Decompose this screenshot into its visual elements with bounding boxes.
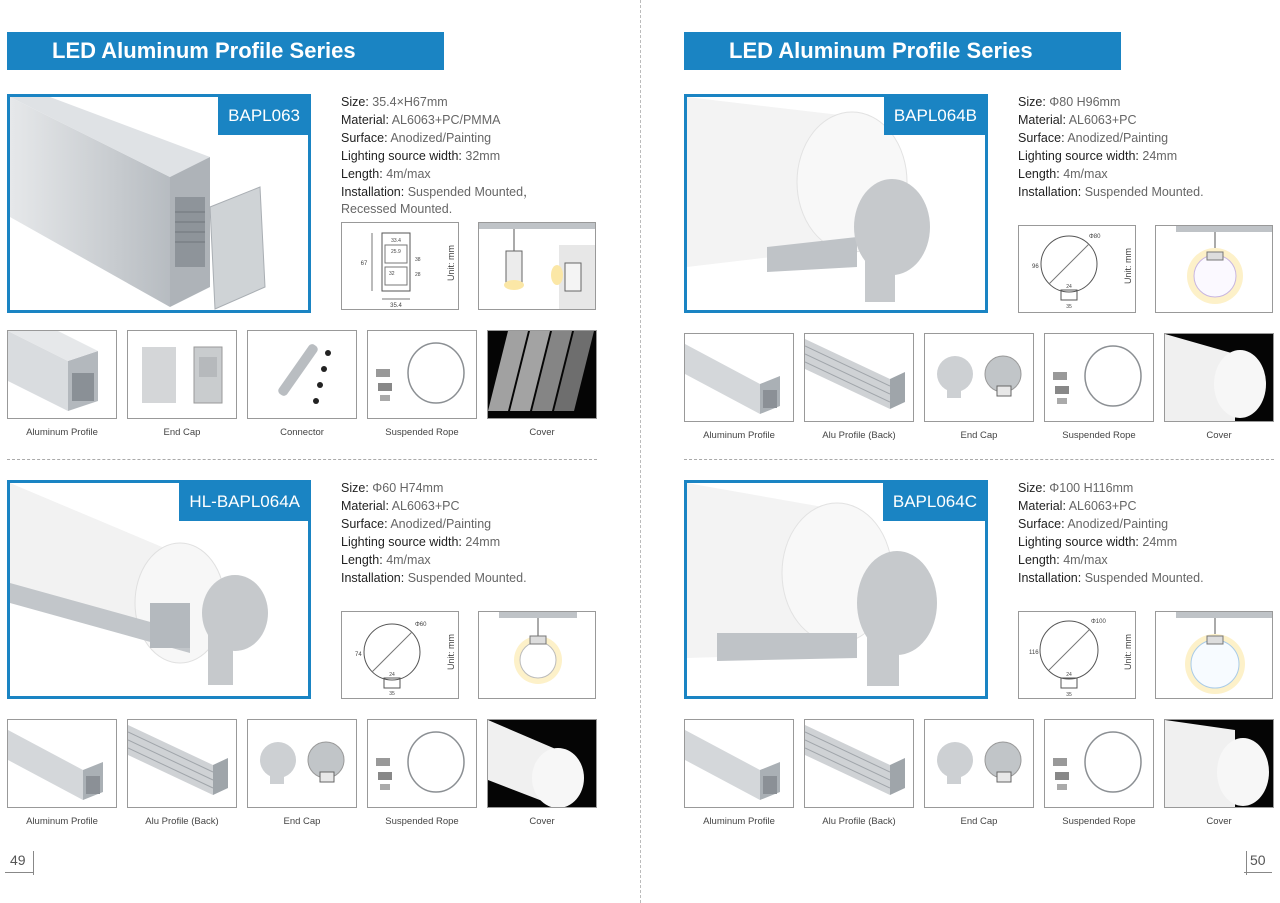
spec-length: Length: 4m/max — [341, 166, 431, 181]
spec-list — [1018, 94, 1280, 201]
spec-material: Material: AL6063+PC — [1018, 112, 1137, 127]
left-page-header: LED Aluminum Profile Series — [7, 32, 444, 70]
spec-lighting-width: Lighting source width: 32mm — [341, 148, 501, 163]
accessories-row — [684, 719, 1280, 829]
installation-diagram — [1156, 226, 1273, 313]
product-main-photo — [684, 94, 988, 313]
dim-24: 24 — [1066, 672, 1072, 678]
profile-icon — [684, 333, 794, 422]
spec-length: Length: 4m/max — [1018, 552, 1108, 567]
dim-25-9: 25.9 — [391, 249, 401, 255]
technical-drawing — [1018, 225, 1136, 313]
page-number-mark — [5, 872, 33, 873]
accessory-label: End Cap — [283, 816, 321, 827]
end-cap-round-icon — [247, 719, 357, 808]
accessory-aluminum-profile — [7, 330, 117, 438]
cover-round-icon — [1164, 719, 1274, 808]
dim-35: 35 — [1066, 304, 1072, 310]
product-hl-bapl064a — [0, 480, 640, 866]
cross-section-drawing — [1019, 612, 1119, 698]
dim-35: 35 — [1066, 692, 1072, 698]
accessory-aluminum-profile — [684, 719, 794, 827]
dim-diameter: Φ100 — [1091, 619, 1106, 625]
accessory-label: Alu Profile (Back) — [145, 816, 219, 827]
spec-list — [341, 94, 621, 219]
page-number-right: 50 — [1250, 852, 1266, 868]
product-bapl064b — [677, 94, 1280, 480]
accessory-aluminum-profile — [684, 333, 794, 441]
accessory-end-cap — [247, 719, 357, 827]
cross-section-drawing — [1019, 226, 1119, 312]
spec-installation: Installation: Suspended Mounted. — [1018, 570, 1204, 585]
model-badge: BAPL064C — [883, 483, 985, 521]
cover-flat-icon — [487, 330, 597, 419]
installation-diagram — [479, 223, 596, 310]
accessory-alu-profile-back — [127, 719, 237, 827]
profile-icon — [684, 719, 794, 808]
end-cap-rect-icon — [127, 330, 237, 419]
accessory-suspended-rope — [1044, 719, 1154, 827]
page-number-left: 49 — [10, 852, 26, 868]
spec-length: Length: 4m/max — [341, 552, 431, 567]
model-badge: BAPL064B — [884, 97, 985, 135]
dim-24: 24 — [1066, 284, 1072, 290]
accessory-label: Aluminum Profile — [703, 816, 775, 827]
technical-drawing — [341, 611, 459, 699]
spec-material: Material: AL6063+PC — [341, 498, 460, 513]
accessories-row — [684, 333, 1280, 443]
end-cap-round-icon — [924, 333, 1034, 422]
dim-33-4: 33.4 — [391, 238, 401, 244]
accessory-label: Suspended Rope — [385, 427, 459, 438]
product-bapl063 — [0, 94, 640, 480]
spec-size: Size: 35.4×H67mm — [341, 95, 448, 109]
technical-drawing — [341, 222, 459, 310]
accessory-cover — [1164, 333, 1274, 441]
accessory-label: Suspended Rope — [385, 816, 459, 827]
accessory-label: Cover — [529, 427, 555, 438]
accessory-label: Connector — [280, 427, 324, 438]
accessory-label: Alu Profile (Back) — [822, 816, 896, 827]
spec-size: Size: Φ80 H96mm — [1018, 95, 1121, 109]
product-main-photo — [7, 94, 311, 313]
page-number-mark — [1244, 872, 1272, 873]
product-main-photo — [684, 480, 988, 699]
spec-material: Material: AL6063+PC — [1018, 498, 1137, 513]
accessory-suspended-rope — [367, 719, 477, 827]
dim-height: 96 — [1032, 264, 1039, 270]
unit-label: Unit: mm — [446, 245, 456, 281]
spec-length: Length: 4m/max — [1018, 166, 1108, 181]
profile-back-icon — [804, 333, 914, 422]
dim-height: 116 — [1029, 650, 1039, 656]
spec-material: Material: AL6063+PC/PMMA — [341, 112, 501, 127]
spec-surface: Surface: Anodized/Painting — [1018, 516, 1169, 531]
spec-lighting-width: Lighting source width: 24mm — [341, 534, 501, 549]
accessory-label: End Cap — [163, 427, 201, 438]
unit-label: Unit: mm — [446, 634, 456, 670]
accessory-label: Cover — [1206, 430, 1232, 441]
accessory-aluminum-profile — [7, 719, 117, 827]
technical-drawing — [1018, 611, 1136, 699]
spec-surface: Surface: Anodized/Painting — [341, 130, 492, 145]
dim-38: 38 — [415, 257, 421, 263]
accessory-alu-profile-back — [804, 333, 914, 441]
section-divider — [684, 459, 1274, 460]
dim-diameter: Φ80 — [1089, 234, 1101, 240]
dim-32: 32 — [389, 271, 395, 277]
profile-back-icon — [127, 719, 237, 808]
dim-height: 67 — [360, 261, 368, 267]
rope-icon — [367, 719, 477, 808]
installation-drawing — [1155, 225, 1273, 313]
spec-installation: Installation: Suspended Mounted. — [341, 570, 527, 585]
rope-icon — [1044, 333, 1154, 422]
spec-surface: Surface: Anodized/Painting — [341, 516, 492, 531]
dim-24: 24 — [389, 672, 395, 678]
unit-label: Unit: mm — [1123, 634, 1133, 670]
model-badge: HL-BAPL064A — [179, 483, 308, 521]
product-bapl064c — [677, 480, 1280, 866]
accessory-end-cap — [127, 330, 237, 438]
accessory-cover — [487, 719, 597, 827]
cross-section-drawing — [342, 612, 442, 698]
spec-lighting-width: Lighting source width: 24mm — [1018, 534, 1178, 549]
accessory-label: Suspended Rope — [1062, 430, 1136, 441]
accessory-label: Cover — [529, 816, 555, 827]
accessory-end-cap — [924, 719, 1034, 827]
accessory-label: End Cap — [960, 430, 998, 441]
spec-list — [341, 480, 621, 587]
cover-round-icon — [487, 719, 597, 808]
installation-diagram — [1156, 612, 1273, 699]
spec-list — [1018, 480, 1280, 587]
accessory-cover — [487, 330, 597, 438]
accessories-row — [7, 330, 607, 440]
rope-icon — [1044, 719, 1154, 808]
spec-installation: Installation: Suspended Mounted. — [1018, 184, 1204, 199]
profile-back-icon — [804, 719, 914, 808]
spec-lighting-width: Lighting source width: 24mm — [1018, 148, 1178, 163]
page-fold-divider — [640, 0, 641, 903]
accessory-connector — [247, 330, 357, 438]
accessory-label: Suspended Rope — [1062, 816, 1136, 827]
accessory-label: Cover — [1206, 816, 1232, 827]
accessory-label: Alu Profile (Back) — [822, 430, 896, 441]
accessory-label: Aluminum Profile — [703, 430, 775, 441]
product-main-photo — [7, 480, 311, 699]
unit-label: Unit: mm — [1123, 248, 1133, 284]
spec-installation: Installation: Suspended Mounted， — [341, 184, 536, 199]
dim-diameter: Φ60 — [415, 622, 427, 628]
accessory-cover — [1164, 719, 1274, 827]
model-badge: BAPL063 — [218, 97, 308, 135]
dim-height: 74 — [355, 652, 362, 658]
end-cap-round-icon — [924, 719, 1034, 808]
accessory-end-cap — [924, 333, 1034, 441]
accessory-suspended-rope — [367, 330, 477, 438]
dim-28: 28 — [415, 272, 421, 278]
profile-icon — [7, 719, 117, 808]
spec-size: Size: Φ60 H74mm — [341, 481, 444, 495]
rope-icon — [367, 330, 477, 419]
page-number-mark — [33, 851, 34, 875]
accessory-alu-profile-back — [804, 719, 914, 827]
installation-diagram — [479, 612, 596, 699]
right-page-header: LED Aluminum Profile Series — [684, 32, 1121, 70]
dim-35: 35 — [389, 691, 395, 697]
installation-drawing — [1155, 611, 1273, 699]
installation-drawing — [478, 222, 596, 310]
section-divider — [7, 459, 597, 460]
connector-icon — [247, 330, 357, 419]
cover-round-icon — [1164, 333, 1274, 422]
installation-drawing — [478, 611, 596, 699]
spec-surface: Surface: Anodized/Painting — [1018, 130, 1169, 145]
spec-size: Size: Φ100 H116mm — [1018, 481, 1134, 495]
dim-width: 35.4 — [390, 303, 402, 309]
accessory-label: End Cap — [960, 816, 998, 827]
profile-square-icon — [7, 330, 117, 419]
accessory-label: Aluminum Profile — [26, 427, 98, 438]
accessories-row — [7, 719, 607, 829]
spec-installation-cont: Recessed Mounted. — [341, 202, 453, 217]
accessory-label: Aluminum Profile — [26, 816, 98, 827]
cross-section-drawing — [342, 223, 442, 309]
accessory-suspended-rope — [1044, 333, 1154, 441]
